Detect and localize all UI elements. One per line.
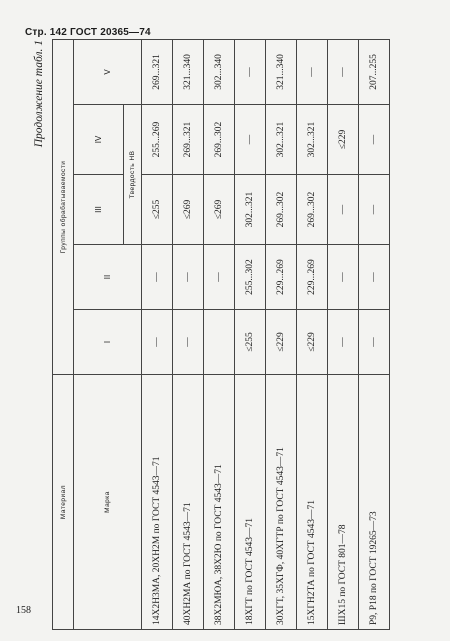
group-2-value: —: [173, 245, 204, 310]
group-header-3: III: [74, 175, 124, 245]
mark-header: Марка: [74, 375, 142, 630]
group-2-value: 229...269: [297, 245, 328, 310]
group-4-value: 269...302: [204, 105, 235, 175]
group-header-4: IV: [74, 105, 124, 175]
group-header-1: I: [74, 310, 142, 375]
table-row: [266, 39, 297, 629]
hardness-header: Твердость НВ: [123, 105, 141, 245]
group-1-value: —: [359, 310, 390, 375]
group-3-value: —: [359, 175, 390, 245]
group-1-value: [204, 310, 235, 375]
group-5-value: 207...255: [359, 39, 390, 104]
table-row: [173, 39, 204, 629]
group-1-value: —: [328, 310, 359, 375]
group-4-value: —: [235, 105, 266, 175]
steel-mark: 18ХГТ по ГОСТ 4543—71: [235, 375, 266, 630]
steel-mark: 38Х2МЮА, 38Х2Ю по ГОСТ 4543—71: [204, 375, 235, 630]
material-header: Материал: [53, 375, 74, 630]
steel-mark: 40ХН2МА по ГОСТ 4543—71: [173, 375, 204, 630]
group-5-value: —: [235, 39, 266, 104]
group-2-value: —: [142, 245, 173, 310]
steel-mark: Р9, Р18 по ГОСТ 19265—73: [359, 375, 390, 630]
group-header-5: V: [74, 39, 142, 104]
group-3-value: ≤255: [142, 175, 173, 245]
group-4-value: 302...321: [297, 105, 328, 175]
group-1-value: —: [142, 310, 173, 375]
hardness-table: [52, 39, 390, 630]
group-2-value: 229...269: [266, 245, 297, 310]
group-3-value: ≤269: [173, 175, 204, 245]
table-row: [142, 39, 173, 629]
table-row: [204, 39, 235, 629]
group-4-value: 302...321: [266, 105, 297, 175]
group-1-value: ≤255: [235, 310, 266, 375]
group-2-value: 255...302: [235, 245, 266, 310]
table-row: [359, 39, 390, 629]
group-3-value: 269...302: [266, 175, 297, 245]
steel-mark: 14Х2Н3МА, 20ХН2М по ГОСТ 4543—71: [142, 375, 173, 630]
page-header: Стр. 142 ГОСТ 20365—74: [25, 27, 151, 38]
group-5-value: 321...340: [173, 39, 204, 104]
group-5-value: —: [328, 39, 359, 104]
rotated-table-block: [30, 40, 440, 630]
group-header-2: II: [74, 245, 142, 310]
group-3-value: —: [328, 175, 359, 245]
group-1-value: ≤229: [297, 310, 328, 375]
group-3-value: ≤269: [204, 175, 235, 245]
table-row: [235, 39, 266, 629]
group-1-value: ≤229: [266, 310, 297, 375]
group-5-value: —: [297, 39, 328, 104]
table-row: [328, 39, 359, 629]
group-1-value: —: [173, 310, 204, 375]
steel-mark: 15ХГН2ТА по ГОСТ 4543—71: [297, 375, 328, 630]
group-4-value: —: [359, 105, 390, 175]
steel-mark: 30ХГТ, 35ХГФ, 40ХГТР по ГОСТ 4543—71: [266, 375, 297, 630]
page-number: 158: [16, 605, 31, 616]
group-3-value: 302...321: [235, 175, 266, 245]
group-2-value: —: [359, 245, 390, 310]
group-5-value: 269...321: [142, 39, 173, 104]
table-row: [297, 39, 328, 629]
group-5-value: 302...340: [204, 39, 235, 104]
groups-header: Группы обрабатываемости: [53, 39, 74, 374]
group-3-value: 269...302: [297, 175, 328, 245]
group-2-value: —: [328, 245, 359, 310]
group-5-value: 321...340: [266, 39, 297, 104]
table-continuation-label: Продолжение табл. 1: [33, 40, 45, 148]
group-4-value: 269...321: [173, 105, 204, 175]
group-2-value: —: [204, 245, 235, 310]
steel-mark: ШХ15 по ГОСТ 801—78: [328, 375, 359, 630]
group-4-value: ≤229: [328, 105, 359, 175]
group-4-value: 255...269: [142, 105, 173, 175]
